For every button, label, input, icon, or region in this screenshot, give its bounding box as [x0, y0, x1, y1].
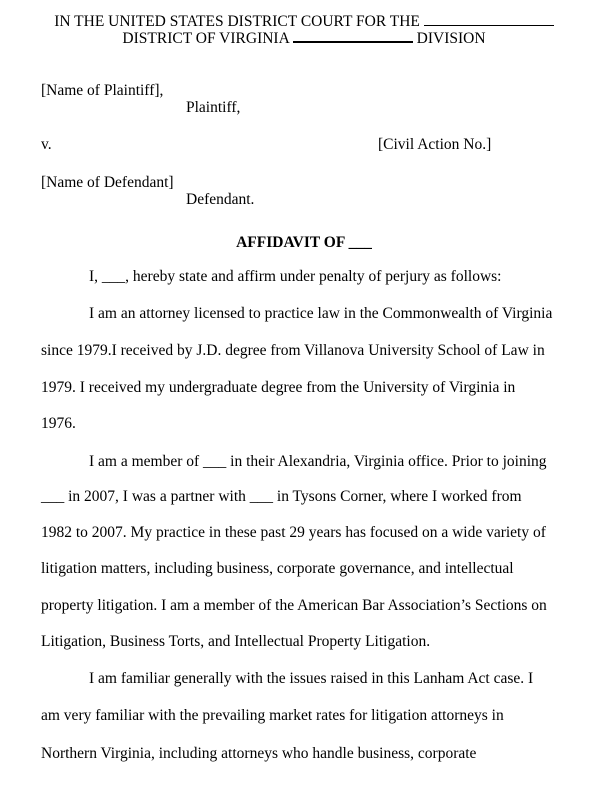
defendant-name: [Name of Defendant]: [41, 174, 174, 191]
body-line: Northern Virginia, including attorneys who handle business, corporate: [41, 745, 477, 762]
body-line: 1979. I received my undergraduate degree from the University of Virginia in: [41, 379, 516, 396]
plaintiff-label: Plaintiff,: [186, 99, 241, 116]
body-line: since 1979.I received by J.D. degree from Villanova University School of Law in: [41, 342, 545, 359]
body-line: I am familiar generally with the issues raised in this Lanham Act case. I: [89, 670, 534, 687]
body-line: ___ in 2007, I was a partner with ___ in Tysons Corner, where I worked from: [41, 488, 522, 505]
body-line: 1976.: [41, 415, 76, 432]
plaintiff-name: [Name of Plaintiff],: [41, 82, 164, 99]
body-line: am very familiar with the prevailing market rates for litigation attorneys in: [41, 707, 504, 724]
body-line: 1982 to 2007. My practice in these past 29 years has focused on a wide variety of: [41, 524, 546, 541]
body-line: I am an attorney licensed to practice law in the Commonwealth of Virginia: [89, 305, 553, 322]
court-heading-line-2: [0, 27, 608, 48]
body-line: litigation matters, including business, corporate governance, and intellectual: [41, 560, 514, 577]
civil-action-number: [Civil Action No.]: [378, 136, 492, 153]
court-heading-text: IN THE UNITED STATES DISTRICT COURT FOR THE: [54, 13, 420, 30]
body-line: Litigation, Business Torts, and Intellectual Property Litigation.: [41, 633, 431, 650]
division-text: DIVISION: [416, 30, 486, 47]
district-text: DISTRICT OF VIRGINIA: [122, 30, 289, 47]
affidavit-title: AFFIDAVIT OF ___: [236, 234, 372, 251]
body-line: I am a member of ___ in their Alexandria, Virginia office. Prior to joining: [89, 453, 547, 470]
intro-statement: I, ___, hereby state and affirm under penalty of perjury as follows:: [89, 268, 502, 285]
body-line: property litigation. I am a member of the American Bar Association’s Sections on: [41, 597, 547, 614]
defendant-label: Defendant.: [186, 191, 255, 208]
versus-text: v.: [41, 136, 52, 153]
blank-line: [293, 27, 413, 43]
blank-line: [424, 11, 554, 26]
